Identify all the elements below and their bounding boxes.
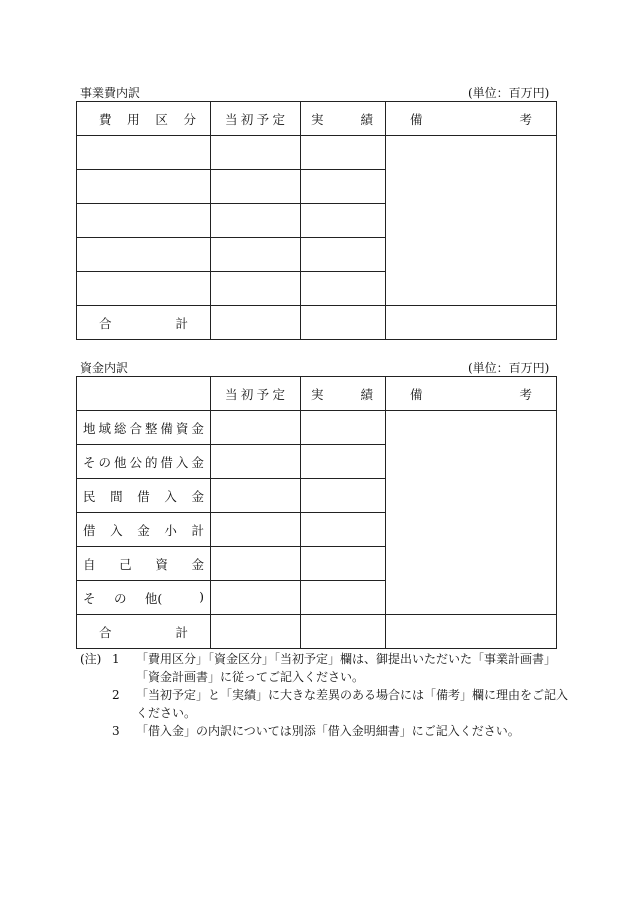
actual-cell[interactable] — [301, 136, 386, 170]
fund-label-char: 小 — [164, 522, 177, 538]
remarks-total-cell[interactable] — [386, 615, 557, 649]
total-label-char: 合 — [99, 624, 112, 640]
note-item — [80, 650, 570, 686]
total-label-cell — [77, 615, 211, 649]
total-row — [77, 306, 557, 340]
notes — [80, 650, 570, 740]
fund-label-char: 借 — [137, 488, 150, 504]
cost-category-cell[interactable] — [77, 272, 211, 306]
header-char: 考 — [519, 111, 532, 127]
planned-cell[interactable] — [211, 272, 301, 306]
header-actual — [301, 102, 386, 136]
actual-total-cell[interactable] — [301, 615, 386, 649]
fund-label-cell — [77, 479, 211, 513]
fund-label-char: 合 — [129, 420, 142, 436]
actual-cell[interactable] — [301, 445, 386, 479]
header-char: 定 — [272, 386, 286, 402]
note-number: 1 — [112, 652, 120, 666]
fund-label-cell — [77, 513, 211, 547]
total-label-char: 計 — [175, 624, 188, 640]
note-text: 「当初予定」と「実績」に大きな差異のある場合には「備考」欄に理由をご記入ください。 — [136, 688, 569, 720]
cost-category-cell[interactable] — [77, 170, 211, 204]
fund-label-char: 金 — [137, 522, 150, 538]
actual-cell[interactable] — [301, 238, 386, 272]
note-text: 「費用区分」「資金区分」「当初予定」欄は、御提出いただいた「事業計画書」「資金計画書」に従ってご記入ください。 — [136, 652, 557, 684]
header-remarks — [386, 377, 557, 411]
header-char: 初 — [240, 111, 255, 127]
planned-cell[interactable] — [211, 513, 301, 547]
fund-label-char: の — [113, 590, 127, 606]
header-char: 当 — [225, 386, 239, 402]
fund-label-char: 金 — [191, 420, 204, 436]
planned-total-cell[interactable] — [211, 306, 301, 340]
cost-category-cell[interactable] — [77, 204, 211, 238]
total-label-char: 計 — [175, 315, 188, 331]
remarks-cell[interactable] — [386, 411, 557, 615]
planned-cell[interactable] — [211, 479, 301, 513]
note-number: 2 — [112, 688, 120, 702]
header-char: 用 — [127, 111, 140, 127]
fund-label-char: 入 — [164, 488, 177, 504]
remarks-cell[interactable] — [386, 136, 557, 306]
fund-label-cell — [77, 581, 211, 615]
fund-label-char: 整 — [144, 420, 158, 436]
section1-unit: (単位：百万円) — [468, 86, 550, 100]
fund-label-char: 金 — [191, 556, 204, 572]
fund-label-char: 備 — [160, 420, 173, 436]
header-char: 区 — [155, 111, 168, 127]
header-char: 績 — [360, 111, 373, 127]
planned-cell[interactable] — [211, 411, 301, 445]
fund-label-char: 総 — [113, 420, 127, 436]
header-char: 費 — [99, 111, 112, 127]
planned-cell[interactable] — [211, 204, 301, 238]
planned-cell[interactable] — [211, 581, 301, 615]
fund-label-char: 入 — [175, 454, 189, 470]
total-row — [77, 615, 557, 649]
fund-label-char: 計 — [191, 522, 204, 538]
section1-title: 事業費内訳 — [80, 86, 141, 100]
header-char: 当 — [225, 111, 239, 127]
header-char: 実 — [311, 386, 324, 402]
fund-label-char: 借 — [160, 454, 173, 470]
section2-unit: (単位：百万円) — [468, 361, 550, 375]
planned-cell[interactable] — [211, 445, 301, 479]
fund-label-char: そ — [83, 454, 96, 470]
header-char: 予 — [256, 386, 271, 402]
actual-cell[interactable] — [301, 411, 386, 445]
planned-total-cell[interactable] — [211, 615, 301, 649]
actual-cell[interactable] — [301, 204, 386, 238]
note-item — [80, 722, 570, 740]
actual-cell[interactable] — [301, 479, 386, 513]
actual-cell[interactable] — [301, 513, 386, 547]
fund-label-char: 己 — [119, 556, 132, 572]
actual-cell[interactable] — [301, 581, 386, 615]
fund-label-char: 民 — [83, 488, 96, 504]
header-char: 分 — [183, 111, 196, 127]
planned-cell[interactable] — [211, 136, 301, 170]
note-number: 3 — [112, 724, 120, 738]
fund-label-char: 的 — [144, 454, 158, 470]
fund-label-cell — [77, 445, 211, 479]
header-char: 考 — [519, 386, 532, 402]
table-row — [77, 136, 557, 170]
fund-label-cell — [77, 547, 211, 581]
fund-label-char: 域 — [98, 420, 111, 436]
notes-prefix: (注) — [80, 652, 102, 666]
funding-breakdown-table — [76, 376, 557, 649]
header-fund-category — [77, 377, 211, 411]
fund-label-char: 他( — [144, 590, 163, 606]
cost-category-cell[interactable] — [77, 238, 211, 272]
header-char: 備 — [410, 111, 423, 127]
fund-label-char: 地 — [83, 420, 96, 436]
note-item — [80, 686, 570, 722]
fund-label-char: の — [98, 454, 111, 470]
header-char: 初 — [240, 386, 255, 402]
fund-label-char: 間 — [110, 488, 123, 504]
fund-label-char: ) — [199, 588, 204, 604]
fund-label-char: 資 — [175, 420, 189, 436]
expense-breakdown-table — [76, 101, 557, 340]
header-cost-category — [77, 102, 211, 136]
fund-label-char: 公 — [129, 454, 142, 470]
header-char: 実 — [311, 111, 324, 127]
header-char: 績 — [360, 386, 373, 402]
header-planned — [211, 102, 301, 136]
header-planned — [211, 377, 301, 411]
fund-label-char: 自 — [83, 556, 96, 572]
header-char: 予 — [256, 111, 271, 127]
actual-cell[interactable] — [301, 547, 386, 581]
fund-label-char: 他 — [113, 454, 127, 470]
actual-cell[interactable] — [301, 170, 386, 204]
header-actual — [301, 377, 386, 411]
fund-label-char: 金 — [191, 488, 204, 504]
fund-label-cell — [77, 411, 211, 445]
planned-cell[interactable] — [211, 170, 301, 204]
actual-cell[interactable] — [301, 272, 386, 306]
actual-total-cell[interactable] — [301, 306, 386, 340]
table-row — [77, 411, 557, 445]
section2-title: 資金内訳 — [80, 361, 129, 375]
planned-cell[interactable] — [211, 238, 301, 272]
fund-label-char: 金 — [191, 454, 204, 470]
fund-label-char: そ — [83, 590, 96, 606]
note-text: 「借入金」の内訳については別添「借入金明細書」にご記入ください。 — [136, 724, 520, 738]
fund-label-char: 資 — [155, 556, 168, 572]
total-label-cell — [77, 306, 211, 340]
total-label-char: 合 — [99, 315, 112, 331]
header-char: 定 — [272, 111, 286, 127]
header-char: 備 — [410, 386, 423, 402]
cost-category-cell[interactable] — [77, 136, 211, 170]
fund-label-char: 借 — [83, 522, 96, 538]
remarks-total-cell[interactable] — [386, 306, 557, 340]
planned-cell[interactable] — [211, 547, 301, 581]
fund-label-char: 入 — [110, 522, 123, 538]
header-remarks — [386, 102, 557, 136]
